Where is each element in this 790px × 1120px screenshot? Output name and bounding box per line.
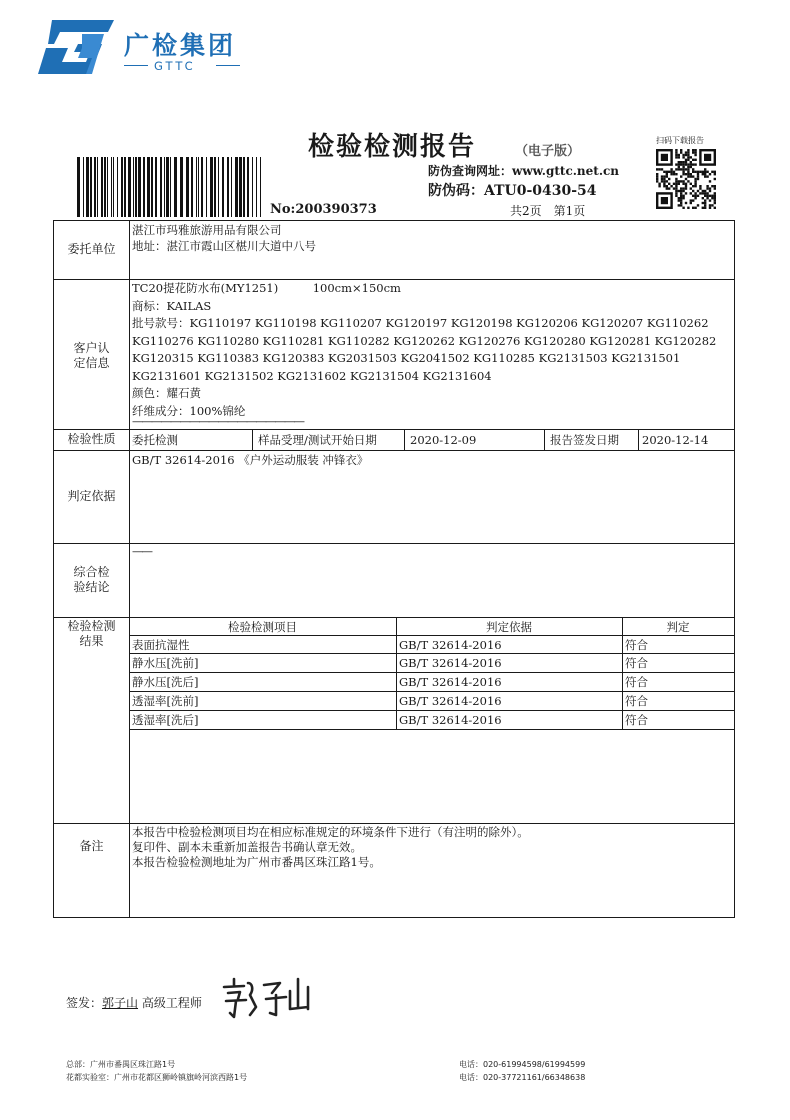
qr-code-icon bbox=[656, 149, 716, 209]
result-verdict: 符合 bbox=[625, 694, 648, 708]
result-item: 透湿率[洗前] bbox=[132, 694, 199, 708]
client-address: 地址：湛江市霞山区椹川大道中八号 bbox=[132, 239, 316, 253]
footer-lab-address: 花都实验室：广州市花都区狮岭镇旗岭河滨西路1号 bbox=[66, 1073, 248, 1082]
client-label: 委托单位 bbox=[67, 242, 116, 256]
brand-abbreviation-text: GTTC bbox=[154, 59, 196, 73]
result-verdict: 符合 bbox=[625, 675, 648, 689]
result-basis: GB/T 32614-2016 bbox=[399, 713, 502, 727]
report-table bbox=[53, 220, 735, 918]
result-item: 透湿率[洗后] bbox=[132, 713, 199, 727]
customer-info-line: 颜色：耀石黄 bbox=[132, 386, 201, 400]
issuer-prefix: 签发： bbox=[66, 996, 103, 1010]
remarks-label: 备注 bbox=[79, 839, 104, 853]
footer-hq-address: 总部：广州市番禺区珠江路1号 bbox=[66, 1060, 176, 1069]
issue-date-label: 报告签发日期 bbox=[550, 433, 619, 447]
results-header-basis: 判定依据 bbox=[486, 620, 532, 634]
customer-info-line: —————————————————— bbox=[132, 414, 303, 428]
customer-info-line: 批号款号：KG110197 KG110198 KG110207 KG120197 KG120198 KG120206 KG120207 KG110262 bbox=[132, 316, 709, 330]
result-item: 表面抗湿性 bbox=[132, 638, 190, 652]
inspection-type: 委托检测 bbox=[132, 433, 178, 447]
remark-line: 复印件、副本未重新加盖报告书确认章无效。 bbox=[132, 840, 362, 854]
result-item: 静水压[洗后] bbox=[132, 675, 199, 689]
result-basis: GB/T 32614-2016 bbox=[399, 656, 502, 670]
brand-abbreviation bbox=[124, 58, 240, 72]
basis-text: GB/T 32614-2016 《户外运动服装 冲锋衣》 bbox=[132, 453, 369, 467]
customer-info-label: 客户认定信息 bbox=[73, 341, 110, 370]
result-verdict: 符合 bbox=[625, 656, 648, 670]
remark-line: 本报告检验检测地址为广州市番禺区珠江路1号。 bbox=[132, 855, 381, 869]
results-header-item: 检验检测项目 bbox=[228, 620, 297, 634]
edition-label: （电子版） bbox=[515, 144, 581, 159]
result-item: 静水压[洗前] bbox=[132, 656, 199, 670]
result-basis: GB/T 32614-2016 bbox=[399, 694, 502, 708]
customer-info-line: TC20提花防水布(MY1251) 100cm×150cm bbox=[132, 281, 401, 295]
basis-label: 判定依据 bbox=[67, 489, 116, 503]
report-title: 检验检测报告 bbox=[308, 132, 477, 162]
result-verdict: 符合 bbox=[625, 638, 648, 652]
page-count: 共2页 第1页 bbox=[510, 204, 586, 218]
issuer-name: 郭子山 bbox=[102, 996, 139, 1010]
footer-phone-lab: 电话：020-37721161/66348638 bbox=[459, 1073, 586, 1082]
start-date-label: 样品受理/测试开始日期 bbox=[258, 433, 377, 447]
brand-name: 广检集团 bbox=[124, 31, 237, 60]
inspection-type-label: 检验性质 bbox=[67, 432, 116, 446]
anti-counterfeit-code: 防伪码：ATU0-0430-54 bbox=[428, 183, 597, 199]
handwritten-signature bbox=[220, 973, 312, 1023]
customer-info-line: KG110276 KG110280 KG110281 KG110282 KG120262 KG120276 KG120280 KG120281 KG120282 bbox=[132, 333, 717, 348]
issue-date: 2020-12-14 bbox=[642, 433, 709, 447]
barcode-icon bbox=[77, 157, 262, 217]
footer-phone-hq: 电话：020-61994598/61994599 bbox=[459, 1060, 586, 1069]
verification-url: 防伪查询网址：www.gttc.net.cn bbox=[428, 164, 620, 178]
gttc-logo-icon bbox=[38, 18, 116, 76]
start-date: 2020-12-09 bbox=[410, 433, 477, 447]
results-label: 检验检测结果 bbox=[67, 619, 116, 648]
result-verdict: 符合 bbox=[625, 713, 648, 727]
conclusion-label: 综合检验结论 bbox=[73, 565, 110, 594]
customer-info-line: KG120315 KG110383 KG120383 KG2031503 KG2041502 KG110285 KG2131503 KG2131501 bbox=[132, 351, 681, 365]
result-basis: GB/T 32614-2016 bbox=[399, 638, 502, 652]
issuer-line bbox=[66, 994, 202, 1011]
client-name: 湛江市玛雅旅游用品有限公司 bbox=[132, 223, 282, 237]
report-number: No:200390373 bbox=[270, 202, 377, 217]
conclusion-text: —— bbox=[132, 544, 151, 558]
customer-info-line: KG2131601 KG2131502 KG2131602 KG2131504 KG2131604 bbox=[132, 368, 492, 383]
qr-caption: 扫码下载报告 bbox=[656, 136, 704, 145]
results-header-verdict: 判定 bbox=[666, 620, 690, 634]
issuer-title: 高级工程师 bbox=[141, 996, 202, 1010]
result-basis: GB/T 32614-2016 bbox=[399, 675, 502, 689]
customer-info-line: 纤维成分：100%锦纶 bbox=[132, 403, 246, 418]
customer-info-line: 商标：KAILAS bbox=[132, 298, 212, 313]
remark-line: 本报告中检验检测项目均在相应标准规定的环境条件下进行（有注明的除外）。 bbox=[132, 825, 529, 839]
